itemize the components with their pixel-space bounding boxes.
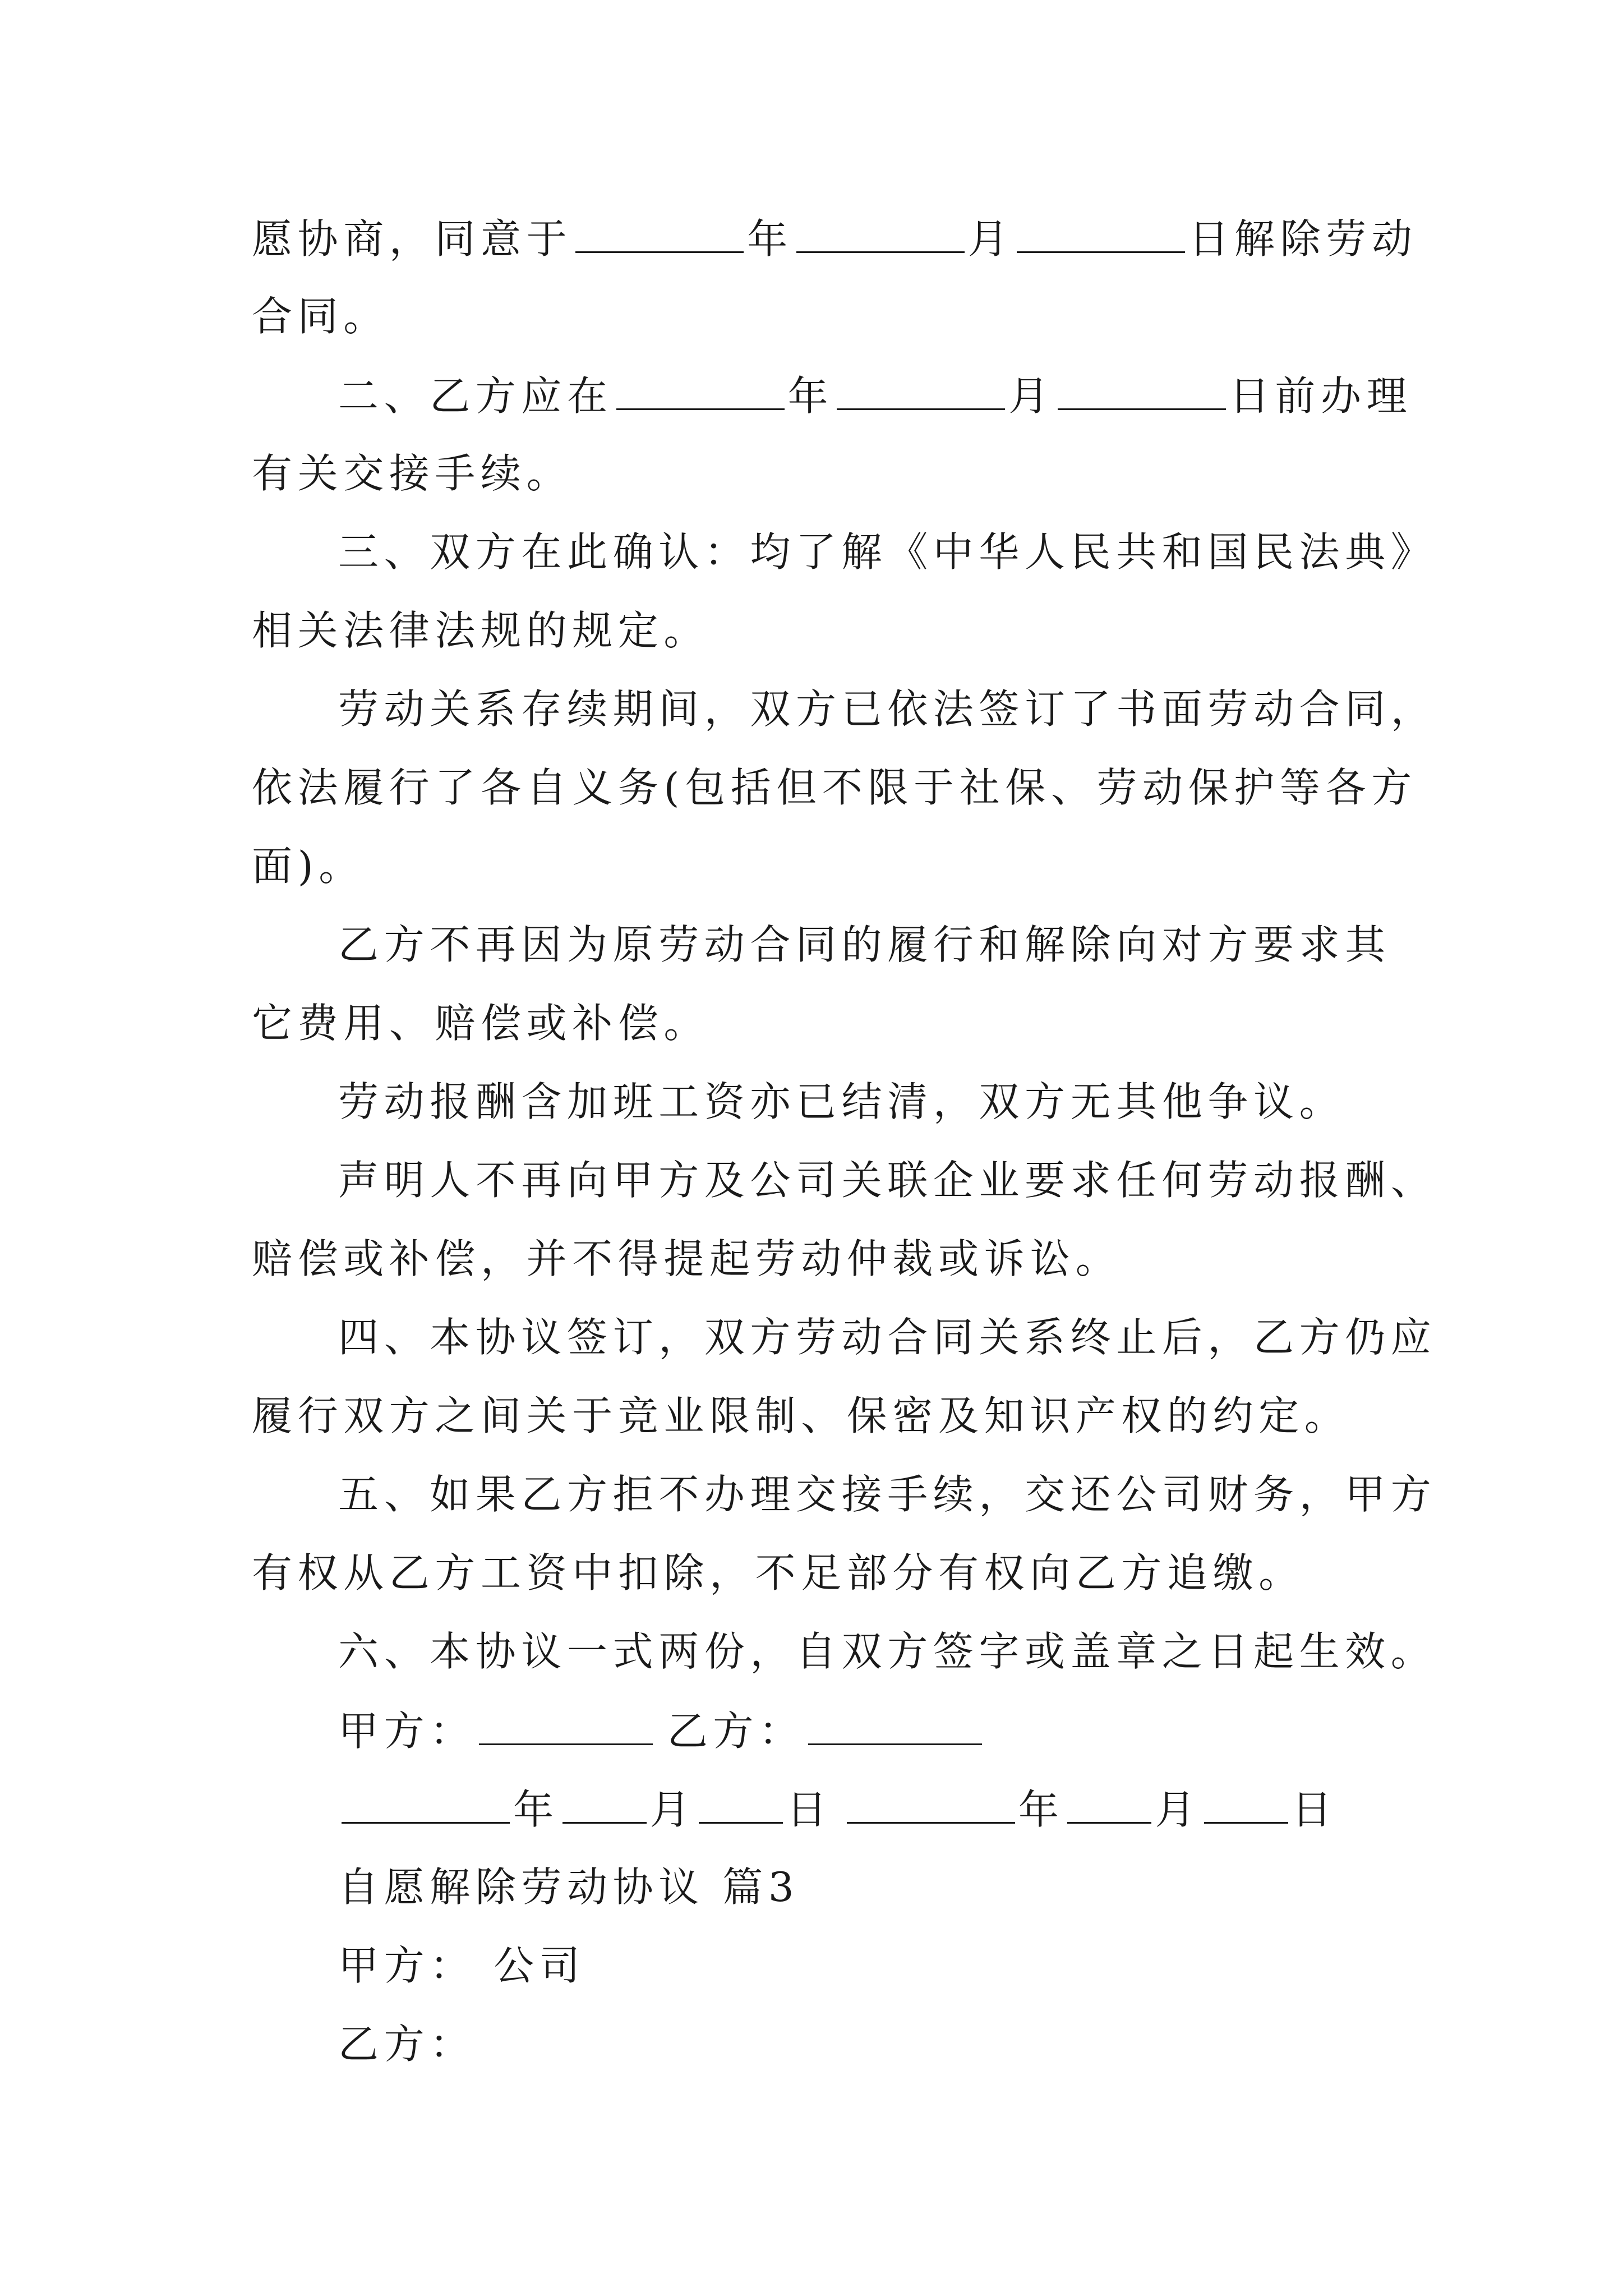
- section-title: 自愿解除劳动协议 篇3: [338, 1864, 800, 1911]
- party-b-label: 乙方：: [667, 1708, 805, 1755]
- text-run: 日: [786, 1786, 832, 1833]
- paragraph-line: 有权从乙方工资中扣除，不足部分有权向乙方追缴。: [252, 1549, 1304, 1596]
- paragraph-line: 合同。: [252, 293, 389, 340]
- text-run: 月: [649, 1786, 696, 1833]
- text-run: 日: [1292, 1786, 1338, 1833]
- paragraph-line: 劳动关系存续期间，双方已依法签订了书面劳动合同，: [338, 685, 1437, 733]
- text-run: 日前办理: [1229, 372, 1413, 420]
- date-blank: [837, 375, 1005, 410]
- party-b-line: 乙方：: [338, 2021, 476, 2068]
- text-run: 年: [747, 215, 793, 263]
- paragraph-line: 相关法律法规的规定。: [252, 607, 710, 654]
- text-run: 年: [787, 372, 834, 420]
- signature-dates-line: [338, 1786, 1338, 1833]
- date-blank: [1058, 375, 1226, 410]
- paragraph-line: 四、本协议签订，双方劳动合同关系终止后，乙方仍应: [338, 1314, 1437, 1361]
- day-blank: [1204, 1788, 1288, 1824]
- party-a-signature-blank: [479, 1710, 653, 1745]
- text-run: 月: [967, 215, 1014, 263]
- paragraph-line: 五、如果乙方拒不办理交接手续，交还公司财务，甲方: [338, 1471, 1437, 1518]
- text-run: 年: [1018, 1786, 1064, 1833]
- paragraph-line: 六、本协议一式两份，自双方签字或盖章之日起生效。: [338, 1628, 1437, 1675]
- paragraph-line: 面)。: [252, 843, 365, 890]
- paragraph-line: [338, 372, 1413, 420]
- party-a-line: 甲方： 公司: [338, 1942, 585, 1989]
- date-blank: [616, 375, 785, 410]
- text-run: 年: [513, 1786, 559, 1833]
- month-blank: [562, 1788, 647, 1824]
- paragraph-line: 劳动报酬含加班工资亦已结清，双方无其他争议。: [338, 1078, 1345, 1125]
- paragraph-line: 履行双方之间关于竞业限制、保密及知识产权的约定。: [252, 1392, 1350, 1439]
- paragraph-line: 乙方不再因为原劳动合同的履行和解除向对方要求其: [338, 921, 1391, 968]
- date-blank: [796, 218, 965, 253]
- text-run: 二、乙方应在: [338, 372, 613, 420]
- party-b-signature-blank: [808, 1710, 982, 1745]
- paragraph-line: 赔偿或补偿，并不得提起劳动仲裁或诉讼。: [252, 1235, 1122, 1282]
- text-run: 月: [1008, 372, 1054, 420]
- text-run: 日解除劳动: [1188, 215, 1418, 263]
- month-blank: [1067, 1788, 1151, 1824]
- text-run: 月: [1155, 1786, 1201, 1833]
- paragraph-line: [252, 215, 1418, 263]
- party-a-label: 甲方：: [338, 1708, 476, 1755]
- paragraph-line: 有关交接手续。: [252, 450, 573, 497]
- paragraph-line: 三、双方在此确认：均了解《中华人民共和国民法典》: [338, 528, 1437, 576]
- paragraph-line: 依法履行了各自义务(包括但不限于社保、劳动保护等各方: [252, 764, 1417, 811]
- year-blank: [342, 1788, 510, 1824]
- day-blank: [699, 1788, 783, 1824]
- paragraph-line: 它费用、赔偿或补偿。: [252, 1000, 710, 1047]
- signature-parties-line: [338, 1708, 985, 1755]
- text-run: 愿协商，同意于: [252, 215, 573, 263]
- date-blank: [575, 218, 744, 253]
- date-blank: [1017, 218, 1185, 253]
- paragraph-line: 声明人不再向甲方及公司关联企业要求任何劳动报酬、: [338, 1157, 1437, 1204]
- year-blank: [847, 1788, 1015, 1824]
